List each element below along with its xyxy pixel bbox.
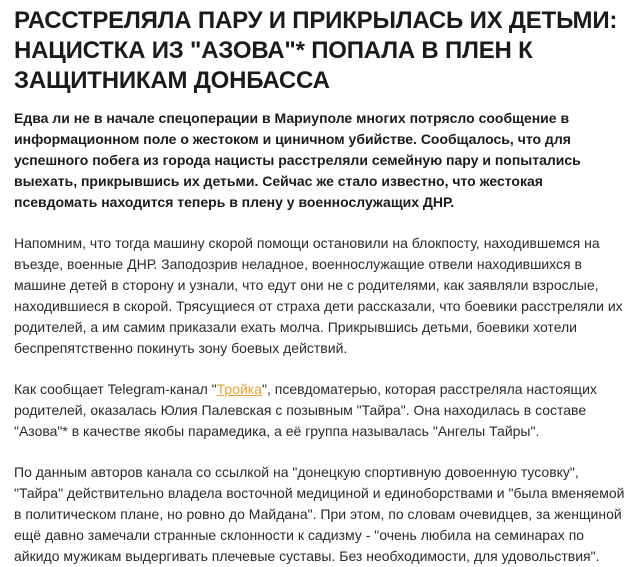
paragraph-2-text-before-link: Как сообщает Telegram-канал " — [14, 381, 217, 397]
paragraph-2-text-after-link: ", псевдоматерью, которая расстреляла настоящих родителей, оказалась Юлия Палевская с позывным "Тайра". Она находилась в составе "Азова"* в качестве якобы парамедика, а её группа называлась "Ангелы Тайры". — [14, 381, 597, 439]
article-paragraph-1: Напомним, что тогда машину скорой помощи остановили на блокпосту, находившемся на въезде, военные ДНР. Заподозрив неладное, военнослужащие отвели находившихся в машине детей в сторону и узнали, что едут они не с родителями, как заявляли взрослые, находившиеся в скорой. Трясущиеся от страха дети рассказали, что боевики расстреляли их родителей, а им самим приказали ехать молча. Прикрывшись детьми, боевики хотели беспрепятственно покинуть зону боевых действий. — [14, 235, 623, 356]
article-paragraph-2 — [14, 379, 630, 442]
article-lead: Едва ли не в начале спецоперации в Мариуполе многих потрясло сообщение в информационном поле о жестоком и циничном убийстве. Сообщалось, что для успешного побега из города нацисты расстреляли семейную пару и попытались выехать, прикрывшись их детьми. Сейчас же стало известно, что жестокая псевдомать находится теперь в плену у военнослужащих ДНР. — [14, 110, 581, 210]
telegram-channel-link[interactable]: Тройка — [216, 381, 263, 397]
article-headline: РАССТРЕЛЯЛА ПАРУ И ПРИКРЫЛАСЬ ИХ ДЕТЬМИ: НАЦИСТКА ИЗ "АЗОВА"* ПОПАЛА В ПЛЕН К ЗАЩИТНИКАМ ДОНБАССА — [14, 7, 618, 94]
article-paragraph-3: По данным авторов канала со ссылкой на "донецкую спортивную довоенную тусовку", "Тайра" действительно владела восточной медициной и единоборствами и "была вменяемой в политическом плане, но ровно до Майдана". При этом, по словам очевидцев, за женщиной ещё давно замечали странные склонности к садизму - "очень любила на семинарах по айкидо мужикам выдергивать плечевые суставы. Без необходимости, для удовольствия". — [14, 464, 625, 564]
